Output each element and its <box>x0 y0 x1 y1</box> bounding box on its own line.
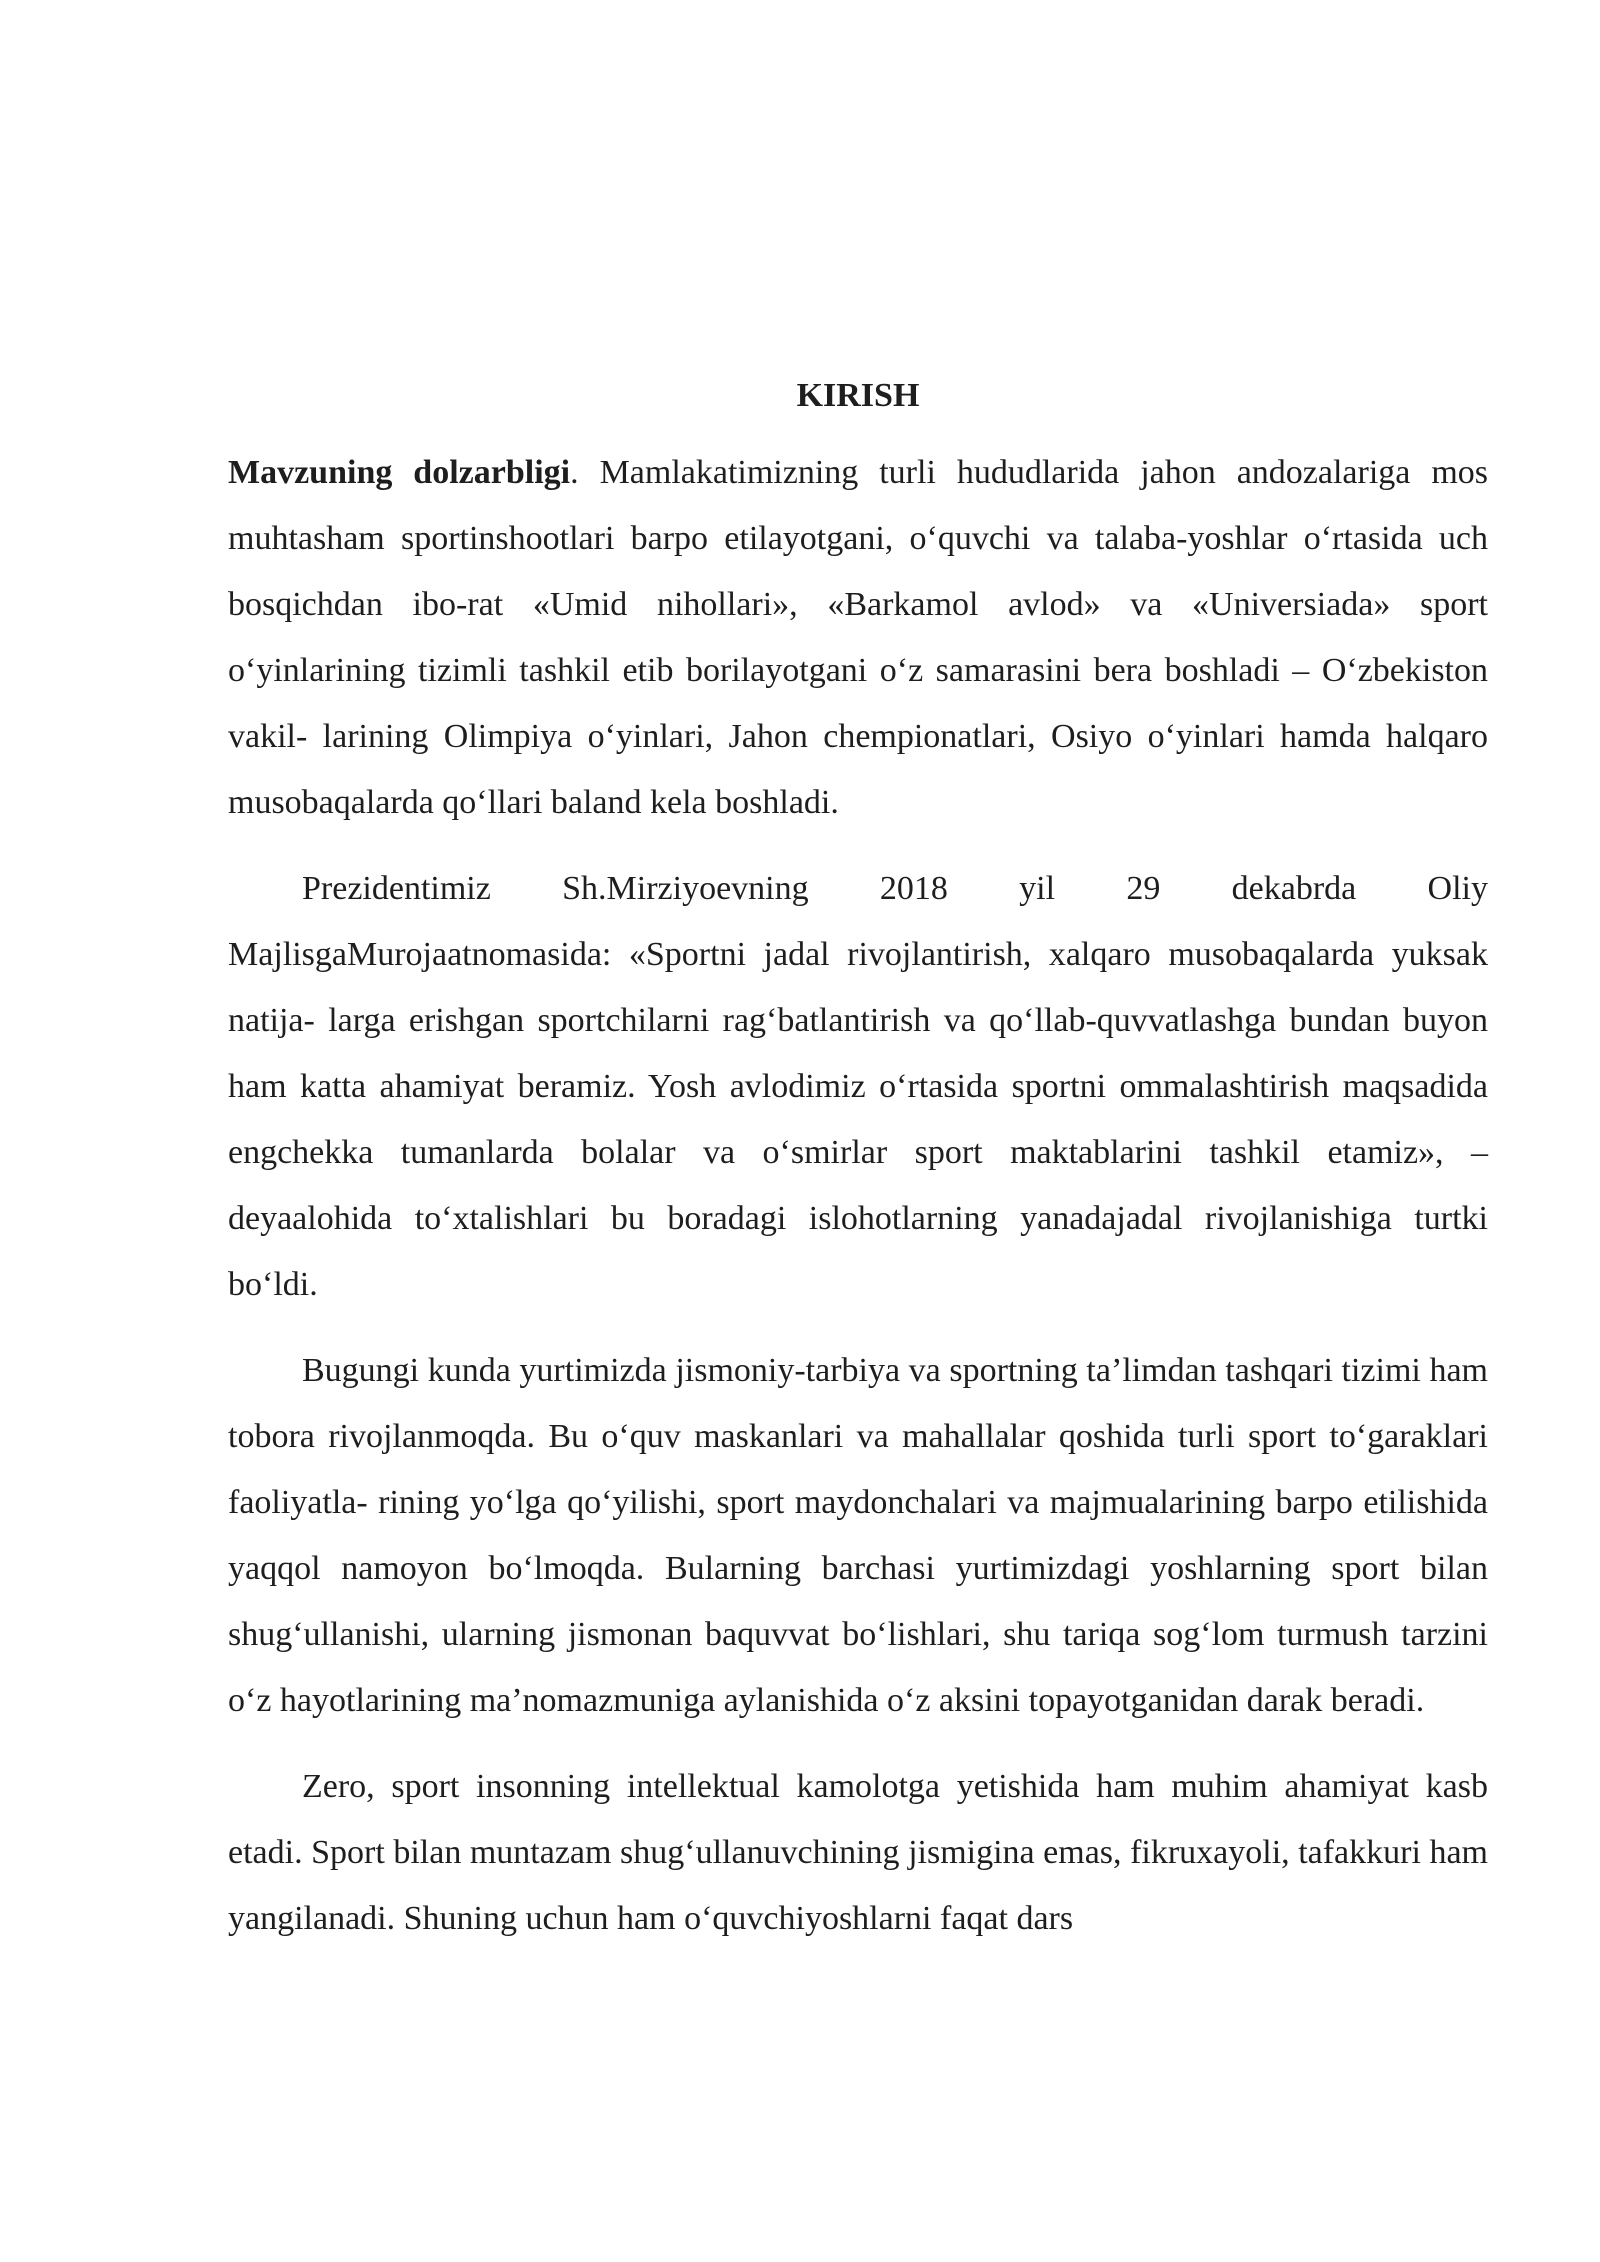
section-title: KIRISH <box>796 377 920 414</box>
paragraph-sport-system: Bugungi kunda yurtimizda jismoniy-tarbiya va sportning ta’limdan tashqari tizimi ham tobora rivojlanmoqda. Bu o‘quv maskanlari va mahallalar qoshida turli sport to‘garaklari faoliyatla- rining yo‘lga qo‘yilishi, sport maydonchalari va majmualarining barpo etilishida yaqqol namoyon bo‘lmoqda. Bularning barchasi yurtimizdagi yoshlarning sport bilan shug‘ullanishi, ularning jismonan baquvvat bo‘lishlari, shu tariqa sog‘lom turmush tarzini o‘z hayotlarining ma’nomazmuniga aylanishida o‘z aksini topayotganidan darak beradi. <box>228 1352 1488 1719</box>
document-body <box>228 372 1488 1972</box>
paragraph-text: . Mamlakatimizning turli hududlarida jahon andozalariga mos muhtasham sportinshootlari barpo etilayotgani, o‘quvchi va talaba-yoshlar o‘rtasida uch bosqichdan ibo-rat «Umid nihollari», «Barkamol avlod» va «Universiada» sport o‘yinlarining tizimli tashkil etib borilayotgani o‘z samarasini bera boshladi – O‘zbekiston vakil- larining Olimpiya o‘yinlari, Jahon chempionatlari, Osiyo o‘yinlari hamda halqaro musobaqalarda qo‘llari baland kela boshladi. <box>228 454 1489 821</box>
paragraph-lead: Mavzuning dolzarbligi <box>228 454 571 491</box>
paragraph-president-address: Prezidentimiz Sh.Mirziyoevning 2018 yil 29 dekabrda Oliy MajlisgaMurojaatnomasida: «Sportni jadal rivojlantirish, xalqaro musobaqalarda yuksak natija- larga erishgan sportchilarni rag‘batlantirish va qo‘llab-quvvatlashga bundan buyon ham katta ahamiyat beramiz. Yosh avlodimiz o‘rtasida sportni ommalashtirish maqsadida engchekka tumanlarda bolalar va o‘smirlar sport maktablarini tashkil etamiz», – deyaalohida to‘xtalishlari bu boradagi islohotlarning yanadajadal rivojlanishiga turtki bo‘ldi. <box>228 870 1488 1303</box>
paragraph-relevance <box>228 440 1488 836</box>
paragraph-intellectual: Zero, sport insonning intellektual kamolotga yetishida ham muhim ahamiyat kasb etadi. Sport bilan muntazam shug‘ullanuvchining jismigina emas, fikruxayoli, tafakkuri ham yangilanadi. Shuning uchun ham o‘quvchiyoshlarni faqat dars <box>228 1768 1488 1937</box>
